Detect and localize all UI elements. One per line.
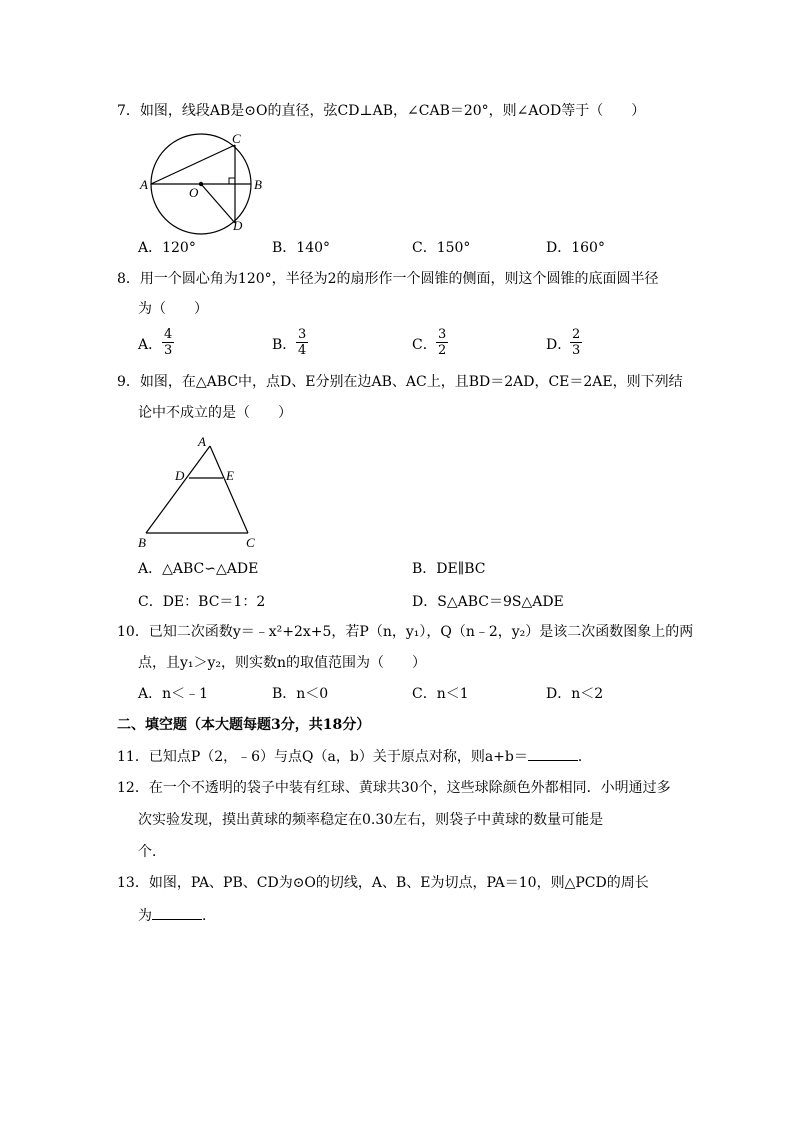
q11-line (117, 746, 592, 767)
right-angle-mark (229, 178, 235, 184)
q8-option-d-fraction (570, 327, 582, 358)
center-dot (199, 182, 203, 186)
q9-label-d: D (175, 468, 185, 483)
q7-option-a: A．120° (138, 240, 196, 256)
q10-stem-line1: 10．已知二次函数y＝﹣x²+2x+5，若P（n，y₁），Q（n﹣2，y₂）是该二次函数图象上的两 (117, 624, 694, 640)
q7-option-c: C．150° (412, 240, 471, 256)
q8-d-numerator: 2 (572, 327, 581, 342)
q13-line2 (138, 905, 216, 926)
q7-option-d: D．160° (546, 240, 605, 256)
segment-od (201, 184, 235, 223)
q8-option-c-letter: C． (412, 337, 437, 353)
q8-c-denominator: 2 (438, 343, 447, 358)
side-ac (210, 446, 248, 533)
q9-label-b: B (138, 535, 146, 550)
q9-label-e: E (226, 468, 234, 483)
q9-option-d: D．S△ABC＝9S△ADE (412, 594, 564, 610)
q8-a-numerator: 4 (164, 327, 173, 342)
q13-line1: 13．如图，PA、PB、CD为⊙O的切线，A、B、E为切点，PA＝10，则△PCD的周长 (117, 875, 649, 891)
q12-line1: 12．在一个不透明的袋子中装有红球、黄球共30个，这些球除颜色外都相同．小明通过多 (117, 780, 671, 796)
q10-stem-line2: 点，且y₁＞y₂，则实数n的取值范围为（ ） (138, 655, 427, 671)
side-ab (146, 446, 210, 533)
q13-answer-blank[interactable] (152, 905, 202, 920)
q8-d-denominator: 3 (572, 343, 581, 358)
q7-label-c: C (232, 131, 241, 146)
q9-stem-line2: 论中不成立的是（ ） (138, 405, 292, 421)
q9-option-a: A．△ABC∽△ADE (138, 561, 259, 577)
q8-option-a-letter: A． (138, 337, 163, 353)
q8-option-d-letter: D． (546, 337, 572, 353)
q7-label-a: A (140, 177, 148, 192)
q10-option-b: B．n＜0 (272, 686, 329, 702)
q13-line2-text: 为 (138, 908, 152, 924)
q10-option-a: A．n＜﹣1 (138, 686, 209, 702)
q12-line2: 次实验发现，摸出黄球的频率稳定在0.30左右，则袋子中黄球的数量可能是 (138, 812, 604, 828)
q7-option-b: B．140° (272, 240, 331, 256)
q9-stem-line1: 9．如图，在△ABC中，点D、E分别在边AB、AC上，且BD＝2AD，CE＝2AE，则下列结 (117, 374, 683, 390)
q10-option-c: C．n＜1 (412, 686, 469, 702)
q12-line3: 个． (138, 844, 166, 860)
q8-b-denominator: 4 (298, 343, 307, 358)
q13-end: ． (202, 908, 216, 924)
q8-option-b-letter: B． (272, 337, 297, 353)
q7-label-o: O (189, 185, 199, 200)
q11-answer-blank[interactable] (528, 746, 578, 761)
q8-c-numerator: 3 (438, 327, 447, 342)
q8-stem-line1: 8．用一个圆心角为120°，半径为2的扇形作一个圆锥的侧面，则这个圆锥的底面圆半径 (117, 271, 659, 287)
q10-option-d: D．n＜2 (546, 686, 604, 702)
q8-b-numerator: 3 (298, 327, 307, 342)
q9-option-c: C．DE：BC＝1：2 (138, 594, 266, 610)
q9-label-c: C (246, 535, 255, 550)
q8-option-b-fraction (296, 327, 308, 358)
q9-option-b: B．DE∥BC (412, 561, 486, 577)
section-heading: 二、填空题（本大题每题3分，共18分） (117, 717, 371, 733)
q9-label-a: A (198, 434, 206, 449)
q11-end: ． (577, 749, 592, 765)
q7-label-b: B (254, 177, 262, 192)
q8-a-denominator: 3 (164, 343, 173, 358)
q8-option-a-fraction (162, 327, 174, 358)
q11-text: 11．已知点P（2，﹣6）与点Q（a，b）关于原点对称，则a+b＝ (117, 749, 528, 765)
q8-option-c-fraction (436, 327, 448, 358)
q7-stem: 7．如图，线段AB是⊙O的直径，弦CD⊥AB，∠CAB＝20°，则∠AOD等于（ ） (117, 103, 646, 119)
q9-triangle-figure (140, 436, 270, 546)
q7-label-d: D (233, 218, 243, 233)
q8-stem-line2: 为（ ） (138, 301, 208, 317)
